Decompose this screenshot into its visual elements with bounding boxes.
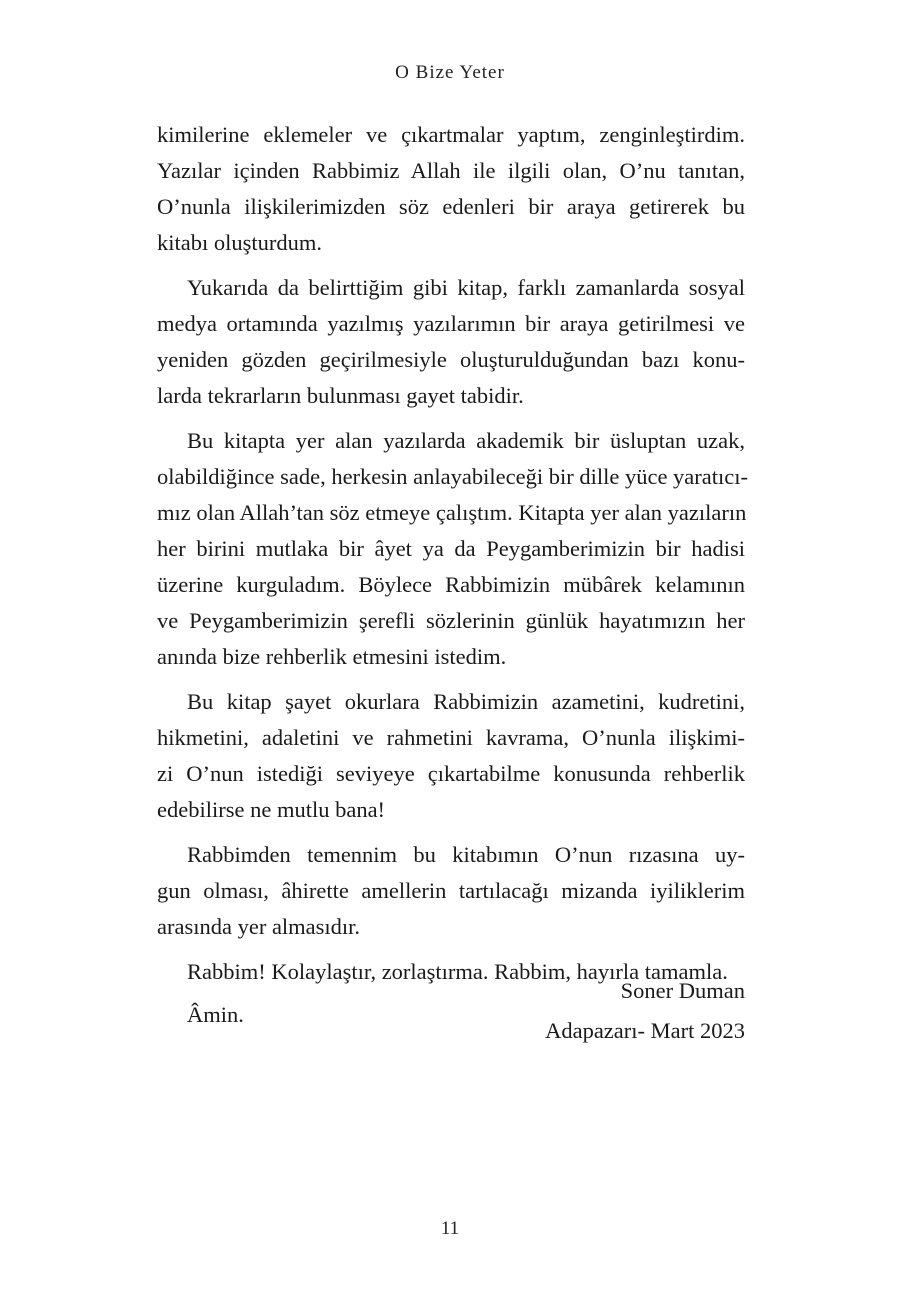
text-line: her birini mutlaka bir âyet ya da Peygamberimizin bir hadisi [157,536,745,561]
paragraph-5 [157,837,745,945]
text-line: medya ortamında yazılmış yazılarımın bir araya getirilmesi ve [157,311,745,336]
text-line: Bu kitapta yer alan yazılarda akademik bir üsluptan uzak, [187,428,745,453]
text-line: arasında yer almasıdır. [157,914,361,939]
author-name: Soner Duman [620,978,745,1003]
text-line: Yazılar içinden Rabbimiz Allah ile ilgili olan, O’nu tanıtan, [157,158,745,183]
place-date: Adapazarı- Mart 2023 [545,1018,745,1043]
text-line: zi O’nun istediği seviyeye çıkartabilme konusunda rehberlik [157,761,745,786]
closing-prayer: Rabbim! Kolaylaştır, zorlaştırma. Rabbim, hayırla tamamla. [187,959,728,984]
text-line: O’nunla ilişkilerimizden söz edenleri bir araya getirerek bu [157,194,745,219]
text-line: Rabbimden temennim bu kitabımın O’nun rızasına uy- [187,842,745,867]
text-line: ve Peygamberimizin şerefli sözlerinin günlük hayatımızın her [157,608,745,633]
text-line: olabildiğince sade, herkesin anlayabileceği bir dille yüce yaratıcı- [157,464,748,489]
text-line: mız olan Allah’tan söz etmeye çalıştım. Kitapta yer alan yazıların [157,500,747,525]
paragraph-3 [157,423,748,675]
running-header: O Bize Yeter [395,62,505,83]
text-line: kimilerine eklemeler ve çıkartmalar yaptım, zenginleştirdim. [157,122,745,147]
text-line: Bu kitap şayet okurlara Rabbimizin azametini, kudretini, [187,689,745,714]
text-line: üzerine kurguladım. Böylece Rabbimizin mübârek kelamının [157,572,745,597]
text-line: hikmetini, adaletini ve rahmetini kavrama, O’nunla ilişkimi- [157,725,745,750]
page-number: 11 [440,1218,460,1239]
paragraph-1 [157,117,745,261]
text-line: edebilirse ne mutlu bana! [157,797,386,822]
body-text [157,117,748,1040]
text-line: yeniden gözden geçirilmesiyle oluşturulduğundan bazı konu- [157,347,745,372]
closing-amen: Âmin. [187,1002,244,1027]
text-line: larda tekrarların bulunması gayet tabidir. [157,383,524,408]
paragraph-2 [157,270,745,414]
text-line: anında bize rehberlik etmesini istedim. [157,644,507,669]
text-line: gun olması, âhirette amellerin tartılacağı mizanda iyiliklerim [157,878,745,903]
text-line: Yukarıda da belirttiğim gibi kitap, farklı zamanlarda sosyal [187,275,745,300]
text-line: kitabı oluşturdum. [157,230,322,255]
paragraph-4 [157,684,745,828]
